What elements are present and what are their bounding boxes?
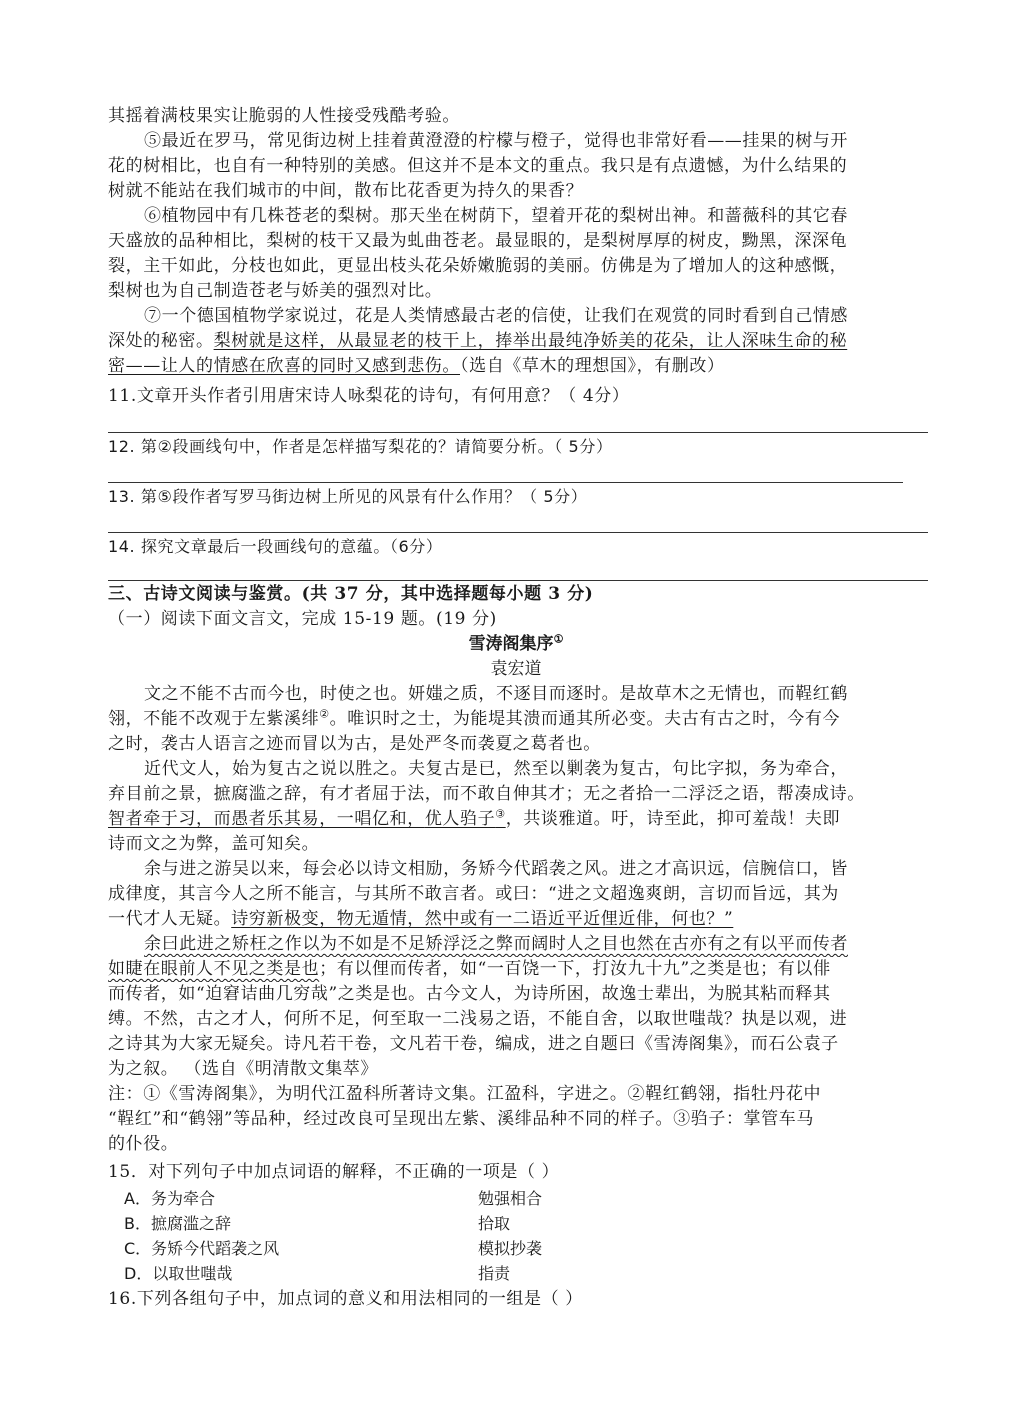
underlined-sentence: 梨树就是这样，从最显老的枝干上，捧举出最纯净娇美的花朵，让人深味生命的秘 — [213, 331, 848, 351]
option-a[interactable]: A．务为牵合 — [124, 1189, 215, 1208]
text-span: ，共谈雅道。吁，诗至此，抑可羞哉！夫即 — [505, 809, 841, 829]
classical-line: 余与进之游吴以来，每会必以诗文相励，务矫今代蹈袭之风。进之才高识远，信腕信口，皆 — [144, 859, 848, 879]
option-c[interactable]: C．务矫今代蹈袭之风 — [124, 1239, 280, 1258]
footnote-mark: ② — [319, 707, 330, 721]
text-span: 一代才人无疑。 — [108, 909, 232, 929]
question-11: 11.文章开头作者引用唐宋诗人咏梨花的诗句，有何用意？（ 4分） — [108, 386, 630, 406]
footnote-mark: ③ — [495, 807, 506, 821]
classical-line: 为之叙。 （选自《明清散文集萃》 — [108, 1059, 379, 1079]
passage-paragraph-7: ⑦一个德国植物学家说过，花是人类情感最古老的信使，让我们在观赏的同时看到自己情感 — [144, 306, 848, 326]
classical-line: 文之不能不古而今也，时使之也。妍媸之质，不逐目而逐时。是故草木之无情也，而鞓红鹤 — [144, 684, 848, 704]
section-subheading: （一）阅读下面文言文，完成 15-19 题。(19 分) — [108, 609, 497, 629]
source-note: （选自《草木的理想国》，有删改） — [460, 356, 725, 376]
classical-line: 近代文人，始为复古之说以胜之。夫复古是已，然至以剿袭为复古，句比字拟，务为牵合， — [144, 759, 848, 779]
classical-line: 弃目前之景，摭腐滥之辞，有才者屈于法，而不敢自伸其才；无之者拾一二浮泛之语，帮凑成诗。 — [108, 784, 865, 804]
classical-title — [108, 632, 924, 656]
wavy-underlined-sentence: 如睫在眼前人不见之类是也 — [108, 959, 320, 979]
passage-line — [108, 329, 924, 354]
option-b[interactable]: B．摭腐滥之辞 — [124, 1214, 231, 1233]
text-span: 翎，不能不改观于左紫溪绯 — [108, 709, 320, 729]
footnote-line: 的仆役。 — [108, 1134, 179, 1154]
classical-line — [108, 907, 924, 932]
classical-line: 成律度，其言今人之所不能言，与其所不敢言者。或曰：“进之文超逸爽朗，言切而旨远，其为 — [108, 884, 839, 904]
text-span: 。唯识时之士，为能堤其溃而通其所必变。夫古有古之时，今有今 — [329, 709, 841, 729]
classical-text — [108, 682, 924, 1157]
passage-paragraph-5: ⑤最近在罗马，常见街边树上挂着黄澄澄的柠檬与橙子，觉得也非常好看——挂果的树与开 — [144, 131, 848, 151]
option-b-gloss: 拾取 — [478, 1214, 511, 1233]
underlined-sentence: 诗穷新极变，物无遁情，然中或有一二语近平近俚近俳，何也？” — [231, 909, 734, 929]
section-heading: 三、古诗文阅读与鉴赏。(共 37 分，其中选择题每小题 3 分) — [108, 584, 594, 604]
question-16-stem: 16.下列各组句子中，加点词的意义和用法相同的一组是（ ） — [108, 1289, 583, 1309]
passage-line: 梨树也为自己制造苍老与娇美的强烈对比。 — [108, 281, 443, 301]
passage-line — [108, 354, 924, 379]
classical-line: 缚。不然，古之才人，何所不足，何至取一二浅易之语，不能自舍，以取世嗤哉？执是以观，进 — [108, 1009, 848, 1029]
option-c-gloss: 模拟抄袭 — [478, 1239, 543, 1258]
answer-line[interactable] — [108, 432, 928, 433]
question-13: 13. 第⑤段作者写罗马街边树上所见的风景有什么作用？（ 5分） — [108, 487, 588, 506]
title-text: 雪涛阁集序 — [468, 634, 554, 654]
text-span: ；有以俚而传者，如“一百饶一下，打汝九十九”之类是也；有以俳 — [319, 959, 831, 979]
classical-line: 而传者，如“迫窘诘曲几穷哉”之类是也。古今文人，为诗所困，故逸士辈出，为脱其粘而释其 — [108, 984, 831, 1004]
text-span: 智者牵于习，而愚者乐其易，一唱亿和， — [108, 809, 425, 829]
question-14: 14. 探究文章最后一段画线句的意蕴。（6分） — [108, 537, 443, 556]
answer-line[interactable] — [108, 532, 928, 533]
wavy-underlined-sentence: 余曰此进之矫枉之作以为不如是不足矫浮泛之弊而阔时人之目也然在古亦有之有以平而传者 — [144, 934, 848, 954]
passage-line: 天盛放的品种相比，梨树的枝干又最为虬曲苍老。最显眼的，是梨树厚厚的树皮，黝黑，深深龟 — [108, 231, 848, 251]
classical-author: 袁宏道 — [490, 659, 542, 679]
plain-text: 深处的秘密。 — [108, 331, 214, 351]
classical-line — [108, 707, 924, 732]
text-span: 优人驺子 — [424, 809, 496, 829]
question-12: 12. 第②段画线句中，作者是怎样描写梨花的？请简要分析。（ 5分） — [108, 437, 613, 456]
answer-line[interactable] — [108, 580, 928, 581]
classical-line — [108, 807, 924, 832]
answer-line[interactable] — [108, 482, 903, 483]
classical-line: 之时，袭古人语言之迹而冒以为古，是处严冬而袭夏之葛者也。 — [108, 734, 601, 754]
passage-paragraph-6: ⑥植物园中有几株苍老的梨树。那天坐在树荫下，望着开花的梨树出神。和蔷薇科的其它春 — [144, 206, 848, 226]
question-15-stem: 15．对下列句子中加点词语的解释，不正确的一项是（ ） — [108, 1162, 560, 1182]
passage-line: 裂，主干如此，分枝也如此，更显出枝头花朵娇嫩脆弱的美丽。仿佛是为了增加人的这种感慨， — [108, 256, 848, 276]
footnote-line: “鞓红”和“鹤翎”等品种，经过改良可呈现出左紫、溪绯品种不同的样子。③驺子：掌管车马 — [108, 1109, 814, 1129]
passage-block — [108, 104, 924, 379]
footnote-mark: ① — [553, 632, 564, 646]
classical-line — [108, 957, 924, 982]
underlined-sentence — [108, 809, 506, 829]
option-d[interactable]: D．以取世嗤哉 — [124, 1264, 233, 1283]
passage-line: 花的树相比，也自有一种特别的美感。但这并不是本文的重点。我只是有点遗憾，为什么结果的 — [108, 156, 848, 176]
underlined-sentence: 密——让人的情感在欣喜的同时又感到悲伤。 — [108, 356, 460, 376]
option-a-gloss: 勉强相合 — [478, 1189, 543, 1208]
footnote-line: 注：①《雪涛阁集》，为明代江盈科所著诗文集。江盈科，字进之。②鞓红鹤翎，指牡丹花中 — [108, 1084, 822, 1104]
passage-line: 其摇着满枝果实让脆弱的人性接受残酷考验。 — [108, 106, 460, 126]
classical-line: 之诗其为大家无疑矣。诗凡若干卷，文凡若干卷，编成，进之自题曰《雪涛阁集》，而石公袁子 — [108, 1034, 839, 1054]
classical-line: 诗而文之为弊，盖可知矣。 — [108, 834, 320, 854]
option-d-gloss: 指责 — [478, 1264, 511, 1283]
passage-line: 树就不能站在我们城市的中间，散布比花香更为持久的果香？ — [108, 181, 584, 201]
classical-line — [108, 932, 924, 957]
